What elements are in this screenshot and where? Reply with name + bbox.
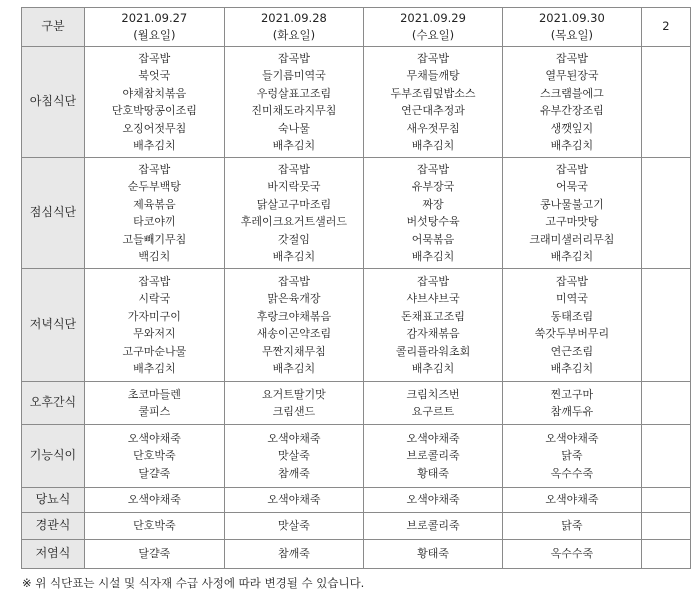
footnote-line: ※ 위 식단표는 시설 및 식자재 수급 사정에 따라 변경될 수 있습니다. [22, 576, 365, 590]
day-date: 2021.09.30 [538, 10, 605, 25]
menu-cell [641, 540, 690, 569]
meal-row-label: 저녁식단 [22, 269, 85, 382]
menu-item: 숙나물 [277, 121, 310, 135]
menu-item: 참깨두유 [550, 405, 594, 418]
menu-item: 들기름미역국 [262, 69, 326, 82]
day-header [641, 8, 690, 47]
menu-item: 옥수수죽 [550, 466, 594, 480]
menu-item: 잡곡밥 [555, 162, 588, 176]
menu-cell [224, 47, 363, 158]
menu-cell [364, 488, 503, 513]
menu-item: 크림치즈번 [406, 387, 460, 401]
menu-item: 단호박죽 [133, 519, 176, 533]
menu-item: 오색야채죽 [406, 493, 460, 507]
menu-item: 진미채도라지무침 [251, 104, 337, 117]
menu-item: 맑은육개장 [267, 292, 321, 305]
meal-row [22, 425, 691, 488]
menu-item: 크래미샐러리무침 [529, 232, 615, 246]
meal-row [22, 158, 691, 269]
day-date: 2 [662, 19, 670, 34]
menu-item: 무짠지채무침 [262, 344, 326, 358]
menu-item: 유부간장조림 [540, 104, 604, 117]
menu-cell [502, 540, 641, 569]
menu-cell [224, 513, 363, 540]
menu-item: 돈채표고조림 [401, 309, 465, 323]
meal-row-label: 아침식단 [22, 47, 85, 158]
day-header [364, 8, 503, 47]
footnotes [22, 575, 364, 592]
menu-item: 타코야끼 [133, 215, 176, 228]
menu-cell [641, 47, 690, 158]
menu-cell [502, 158, 641, 269]
menu-cell [641, 425, 690, 488]
day-weekday: (화요일) [272, 28, 316, 42]
meal-plan-table [21, 7, 691, 569]
menu-item: 배추김치 [550, 362, 594, 375]
menu-item: 샤브샤브국 [406, 292, 460, 305]
menu-item: 배추김치 [411, 362, 455, 375]
menu-item: 잡곡밥 [277, 162, 310, 176]
menu-cell [502, 47, 641, 158]
day-weekday: (목요일) [550, 28, 594, 42]
menu-item: 제육볶음 [133, 197, 176, 211]
meal-row [22, 269, 691, 382]
menu-item: 배추김치 [272, 250, 316, 263]
menu-item: 맛살죽 [277, 449, 310, 463]
menu-item: 오색야채죽 [545, 493, 599, 507]
menu-cell [641, 158, 690, 269]
menu-item: 스크램블에그 [540, 86, 604, 100]
menu-item: 오색야채죽 [127, 431, 181, 445]
menu-item: 잡곡밥 [277, 51, 310, 65]
menu-item: 배추김치 [550, 250, 594, 263]
menu-item: 콩나물불고기 [540, 197, 604, 211]
menu-item: 배추김치 [272, 362, 316, 375]
menu-item: 요구르트 [411, 405, 455, 418]
menu-item: 잡곡밥 [555, 51, 588, 65]
menu-cell [641, 488, 690, 513]
menu-item: 어묵국 [555, 180, 588, 193]
menu-item: 배추김치 [411, 139, 455, 152]
menu-item: 바지락뭇국 [267, 180, 321, 193]
menu-item: 어묵볶음 [411, 232, 455, 246]
menu-item: 잡곡밥 [417, 51, 449, 65]
menu-item: 새우젓무침 [406, 121, 460, 135]
menu-cell [364, 513, 503, 540]
meal-row [22, 513, 691, 540]
menu-item: 참깨죽 [277, 547, 310, 561]
menu-item: 잡곡밥 [417, 274, 449, 288]
day-date: 2021.09.27 [121, 10, 188, 25]
menu-cell [224, 425, 363, 488]
menu-cell [224, 382, 363, 425]
menu-item: 오색야채죽 [127, 493, 181, 507]
menu-item: 배추김치 [272, 139, 316, 152]
menu-item: 연근조림 [550, 344, 594, 358]
menu-item: 황태죽 [417, 547, 449, 561]
menu-cell [84, 47, 224, 158]
menu-item: 무와저지 [133, 327, 176, 340]
menu-item: 가자미구이 [127, 309, 181, 323]
meal-row-label: 경관식 [22, 513, 85, 540]
menu-item: 유부장국 [411, 180, 455, 193]
menu-item: 브로콜리죽 [406, 449, 460, 463]
menu-cell [224, 269, 363, 382]
meal-row [22, 540, 691, 569]
menu-item: 감자채볶음 [406, 327, 460, 340]
menu-cell [84, 540, 224, 569]
menu-item: 잡곡밥 [277, 274, 310, 288]
meal-row [22, 382, 691, 425]
menu-cell [364, 382, 503, 425]
meal-row-label: 저염식 [22, 540, 85, 569]
menu-item: 닭죽 [561, 449, 583, 463]
menu-cell [364, 425, 503, 488]
menu-item: 황태죽 [417, 466, 449, 480]
menu-cell [502, 488, 641, 513]
menu-item: 갓절임 [277, 232, 310, 246]
meal-row-label: 점심식단 [22, 158, 85, 269]
menu-item: 고구마순나물 [122, 344, 187, 358]
menu-item: 잡곡밥 [417, 162, 449, 176]
menu-item: 두부조림덮밥소스 [390, 86, 476, 100]
menu-cell [84, 269, 224, 382]
menu-item: 동태조림 [550, 309, 594, 323]
menu-cell [224, 158, 363, 269]
day-date: 2021.09.29 [400, 10, 466, 25]
menu-item: 잡곡밥 [555, 274, 588, 288]
menu-cell [224, 540, 363, 569]
menu-item: 배추김치 [411, 250, 455, 263]
menu-item: 오색야채죽 [267, 493, 321, 507]
day-date: 2021.09.28 [260, 10, 327, 25]
menu-cell [641, 513, 690, 540]
day-weekday: (수요일) [411, 28, 455, 42]
menu-item: 단호박땅콩이조림 [111, 104, 197, 117]
meal-row-label: 오후간식 [22, 382, 85, 425]
menu-item: 닭죽 [561, 519, 583, 533]
table-body [22, 47, 691, 569]
menu-cell [641, 382, 690, 425]
menu-item: 잡곡밥 [138, 274, 171, 288]
menu-item: 브로콜리죽 [406, 519, 460, 533]
menu-cell [224, 488, 363, 513]
menu-cell [502, 382, 641, 425]
menu-item: 열무된장국 [545, 69, 599, 82]
meal-row [22, 488, 691, 513]
menu-item: 오징어젓무침 [122, 121, 187, 135]
menu-cell [641, 269, 690, 382]
menu-item: 우렁살표고조림 [256, 86, 332, 100]
menu-item: 생깻잎지 [550, 121, 594, 135]
menu-cell [364, 540, 503, 569]
menu-item: 배추김치 [133, 362, 176, 375]
menu-cell [84, 513, 224, 540]
corner-label: 구분 [22, 8, 85, 47]
meal-row-label: 당뇨식 [22, 488, 85, 513]
menu-item: 북엇국 [138, 69, 171, 82]
menu-item: 잡곡밥 [138, 162, 171, 176]
meal-row-label: 기능식이 [22, 425, 85, 488]
menu-item: 짜장 [422, 197, 444, 211]
menu-item: 잡곡밥 [138, 51, 171, 65]
menu-item: 크림샌드 [272, 405, 316, 418]
menu-item: 요거트딸기맛 [262, 387, 326, 401]
menu-item: 초코마들렌 [127, 387, 181, 401]
menu-item: 참깨죽 [277, 466, 310, 480]
menu-item: 오색야채죽 [406, 431, 460, 445]
menu-item: 닭살고구마조림 [256, 197, 332, 211]
menu-item: 단호박죽 [133, 449, 176, 463]
day-header [502, 8, 641, 47]
menu-cell [364, 47, 503, 158]
day-header [84, 8, 224, 47]
menu-cell [364, 158, 503, 269]
menu-item: 순두부백탕 [127, 180, 181, 193]
menu-cell [84, 382, 224, 425]
menu-item: 맛살죽 [277, 519, 310, 533]
menu-item: 시락국 [138, 292, 171, 305]
menu-item: 달걀죽 [138, 547, 171, 561]
menu-item: 버섯탕수육 [406, 215, 460, 228]
menu-item: 옥수수죽 [550, 547, 594, 561]
menu-cell [84, 488, 224, 513]
menu-item: 쿨피스 [138, 405, 171, 418]
menu-item: 찐고구마 [550, 387, 594, 401]
menu-item: 고들빼기무침 [122, 232, 187, 246]
menu-cell [84, 425, 224, 488]
meal-row [22, 47, 691, 158]
menu-item: 오색야채죽 [267, 431, 321, 445]
menu-item: 쑥갓두부버무리 [534, 327, 610, 340]
menu-item: 달걀죽 [138, 466, 171, 480]
menu-cell [502, 513, 641, 540]
menu-item: 배추김치 [550, 139, 594, 152]
menu-item: 야채참치볶음 [122, 86, 187, 100]
menu-item: 백김치 [138, 250, 171, 263]
day-header [224, 8, 363, 47]
menu-item: 새송이곤약조림 [256, 327, 332, 340]
menu-item: 콜리플라워초회 [395, 344, 471, 358]
menu-item: 후랑크야채볶음 [256, 309, 332, 323]
menu-item: 고구마맛탕 [545, 215, 599, 228]
menu-item: 오색야채죽 [545, 431, 599, 445]
header-row [22, 8, 691, 47]
day-weekday: (월요일) [133, 28, 176, 42]
menu-item: 연근대추정과 [401, 104, 465, 117]
menu-item: 후레이크요거트샐러드 [240, 215, 348, 228]
menu-cell [364, 269, 503, 382]
menu-cell [502, 425, 641, 488]
menu-item: 무채들깨탕 [406, 69, 460, 82]
menu-item: 미역국 [555, 292, 588, 305]
menu-cell [502, 269, 641, 382]
menu-cell [84, 158, 224, 269]
menu-item: 배추김치 [133, 139, 176, 152]
